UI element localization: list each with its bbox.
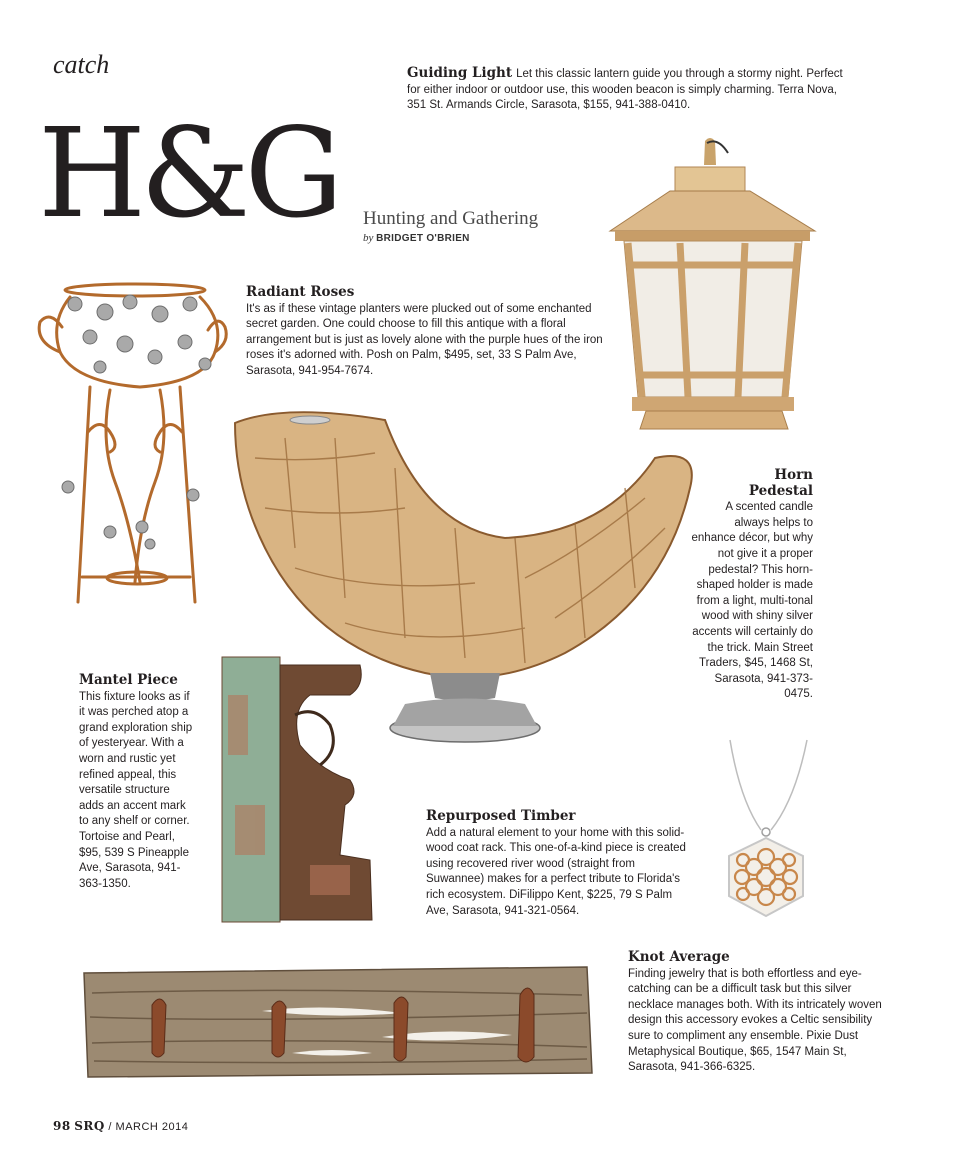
- section-subtitle: Hunting and Gathering: [363, 208, 539, 229]
- rose-planter-image: [30, 282, 230, 617]
- blurb-body: Add a natural element to your home with this solid-wood coat rack. This one-of-a-kind piece is created using recovered river wood (straight from Suwannee) makes for a perfect tribute to Florida's rich ecosystem. DiFilippo Kent, $225, 79 S Palm Ave, Sarasota, 941-321-0564.: [426, 826, 686, 917]
- blurb-knot-average: [628, 950, 890, 1076]
- blurb-mantel-piece: [79, 673, 197, 892]
- blurb-title: Radiant Roses: [246, 284, 355, 300]
- blurb-title-line2: Pedestal: [748, 482, 813, 499]
- blurb-title: Mantel Piece: [79, 672, 178, 688]
- page-footer: [53, 1119, 188, 1133]
- blurb-horn-pedestal: [690, 468, 813, 703]
- byline-prefix: by: [363, 232, 374, 244]
- blurb-title: Knot Average: [628, 949, 730, 965]
- blurb-body: Let this classic lantern guide you through a stormy night. Perfect for either indoor or outdoor use, this wooden beacon is simply charming. Terra Nova, 351 St. Armands Circle, Sarasota, $155, 941-388-0410.: [407, 68, 843, 112]
- blurb-title-line1: Horn: [774, 467, 813, 483]
- blurb-body: A scented candle always helps to enhance décor, but why not give it a proper pedestal? This horn-shaped holder is made from a light, multi-tonal wood with shiny silver accents will certainly do the trick. Main Street Traders, $45, 1468 St, Sarasota, 941-373-0475.: [691, 501, 813, 701]
- byline-author: BRIDGET O'BRIEN: [376, 233, 470, 244]
- blurb-body: This fixture looks as if it was perched atop a grand exploration ship of yesteryear. With a worn and rustic yet refined appeal, this versatile structure adds an accent mark to any shelf or corner. Tortoise and Pearl, $95, 539 S Pineapple Ave, Sarasota, 941-363-1350.: [79, 690, 193, 890]
- byline: [363, 232, 470, 244]
- blurb-repurposed-timber: [426, 809, 688, 919]
- blurb-title: Repurposed Timber: [426, 808, 576, 824]
- blurb-body: It's as if these vintage planters were plucked out of some enchanted secret garden. One could choose to fill this antique with a floral arrangement but is just as lovely alone with the purple hues of the iron roses it's adorned with. Posh on Palm, $495, set, 33 S Palm Ave, Sarasota, 941-954-7674.: [246, 302, 603, 377]
- lantern-image: [610, 135, 820, 435]
- mantel-piece-image: [220, 655, 385, 930]
- blurb-guiding-light: [407, 66, 847, 114]
- blurb-body: Finding jewelry that is both effortless and eye-catching can be a difficult task but this silver necklace manages both. With its intricately woven design this accessory evokes a Celtic sensibility sure to compliment any ensemble. Pixie Dust Metaphysical Boutique, $65, 1547 Main St, Sarasota, 941-366-6325.: [628, 967, 882, 1074]
- issue-date: MARCH 2014: [115, 1121, 189, 1133]
- coat-rack-image: [82, 965, 594, 1080]
- magazine-name: SRQ: [74, 1119, 105, 1133]
- necklace-image: [715, 740, 815, 920]
- footer-separator: /: [108, 1121, 112, 1133]
- blurb-radiant-roses: [246, 285, 608, 380]
- section-kicker: catch: [53, 50, 110, 79]
- section-logo: H&G: [38, 102, 338, 246]
- blurb-title: Guiding Light: [407, 65, 513, 81]
- page-number: 98: [53, 1119, 71, 1133]
